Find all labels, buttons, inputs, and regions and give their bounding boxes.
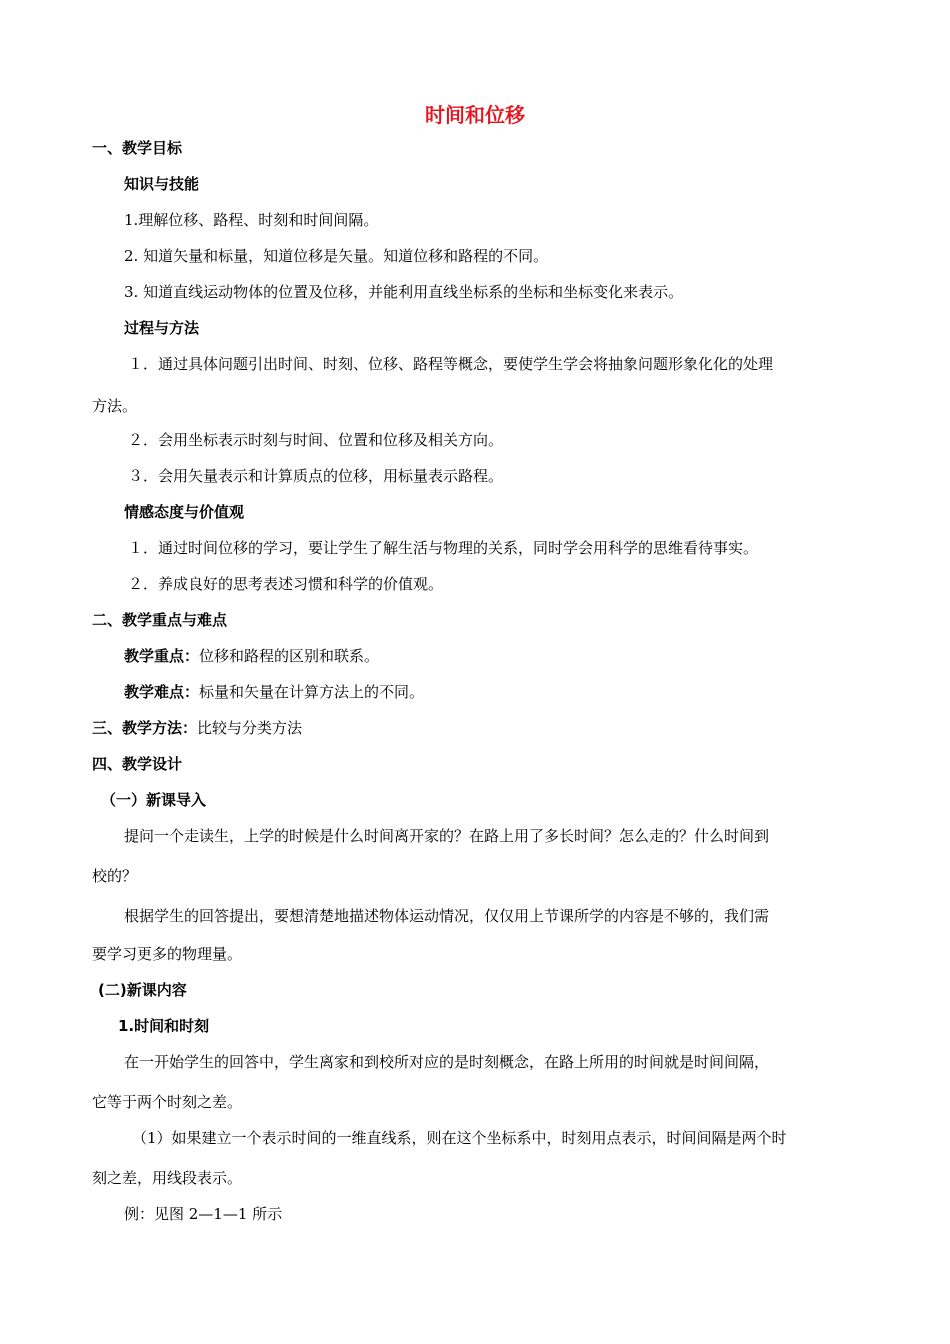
key-point-label: 教学重点： — [124, 647, 200, 665]
knowledge-item-1: 1.理解位移、路程、时刻和时间间隔。 — [124, 211, 379, 229]
intro-paragraph-line-1: 根据学生的回答提出，要想清楚地描述物体运动情况，仅仅用上节课所学的内容是不够的，我们需 — [124, 907, 770, 925]
attitude-item-2: ２．养成良好的思考表述习惯和科学的价值观。 — [128, 575, 444, 593]
difficulty-label: 教学难点： — [124, 683, 200, 701]
key-point-line — [124, 646, 379, 666]
intro-paragraph-line-2: 要学习更多的物理量。 — [92, 945, 243, 963]
attitude-item-1: １．通过时间位移的学习，要让学生了解生活与物理的关系，同时学会用科学的思维看待事实。 — [128, 539, 759, 557]
key-point-text: 位移和路程的区别和联系。 — [199, 647, 380, 665]
document-title: 时间和位移 — [425, 103, 525, 127]
subheading-knowledge-skills: 知识与技能 — [124, 175, 200, 193]
intro-question-line-2: 校的？ — [92, 867, 138, 885]
subheading-process-method: 过程与方法 — [124, 319, 200, 337]
intro-question-line-1: 提问一个走读生，上学的时候是什么时间离开家的？在路上用了多长时间？怎么走的？什么时间到 — [124, 827, 770, 845]
process-item-2: ２．会用坐标表示时刻与时间、位置和位移及相关方向。 — [128, 431, 504, 449]
process-item-1-line-2: 方法。 — [92, 397, 138, 415]
section-heading-key-points: 二、教学重点与难点 — [92, 611, 228, 629]
knowledge-item-3: 3. 知道直线运动物体的位置及位移，并能利用直线坐标系的坐标和坐标变化来表示。 — [124, 283, 684, 301]
time-paragraph-line-1: 在一开始学生的回答中，学生离家和到校所对应的是时刻概念，在路上所用的时间就是时间间隔， — [124, 1053, 770, 1071]
teaching-method-line — [92, 718, 302, 738]
difficulty-line — [124, 682, 424, 702]
section-heading-goals: 一、教学目标 — [92, 139, 183, 157]
coordinate-paragraph-line-2: 刻之差，用线段表示。 — [92, 1169, 243, 1187]
process-item-1-line-1: １．通过具体问题引出时间、时刻、位移、路程等概念，要使学生学会将抽象问题形象化化的处理 — [128, 355, 774, 373]
coordinate-paragraph-line-1: （1）如果建立一个表示时间的一维直线系，则在这个坐标系中，时刻用点表示，时间间隔是两个时 — [132, 1129, 787, 1147]
section-heading-method: 三、教学方法： — [92, 719, 198, 737]
part-heading-intro: （一）新课导入 — [101, 791, 207, 809]
knowledge-item-2: 2. 知道矢量和标量，知道位移是矢量。知道位移和路程的不同。 — [124, 247, 549, 265]
part-heading-content: (二)新课内容 — [98, 981, 187, 999]
subheading-attitude-values: 情感态度与价值观 — [124, 503, 245, 521]
teaching-method-text: 比较与分类方法 — [197, 719, 303, 737]
content-section-time: 1.时间和时刻 — [118, 1017, 210, 1035]
section-heading-design: 四、教学设计 — [92, 755, 183, 773]
process-item-3: ３．会用矢量表示和计算质点的位移，用标量表示路程。 — [128, 467, 504, 485]
example-reference: 例：见图 2—1—1 所示 — [124, 1205, 283, 1223]
difficulty-text: 标量和矢量在计算方法上的不同。 — [199, 683, 425, 701]
time-paragraph-line-2: 它等于两个时刻之差。 — [92, 1093, 243, 1111]
